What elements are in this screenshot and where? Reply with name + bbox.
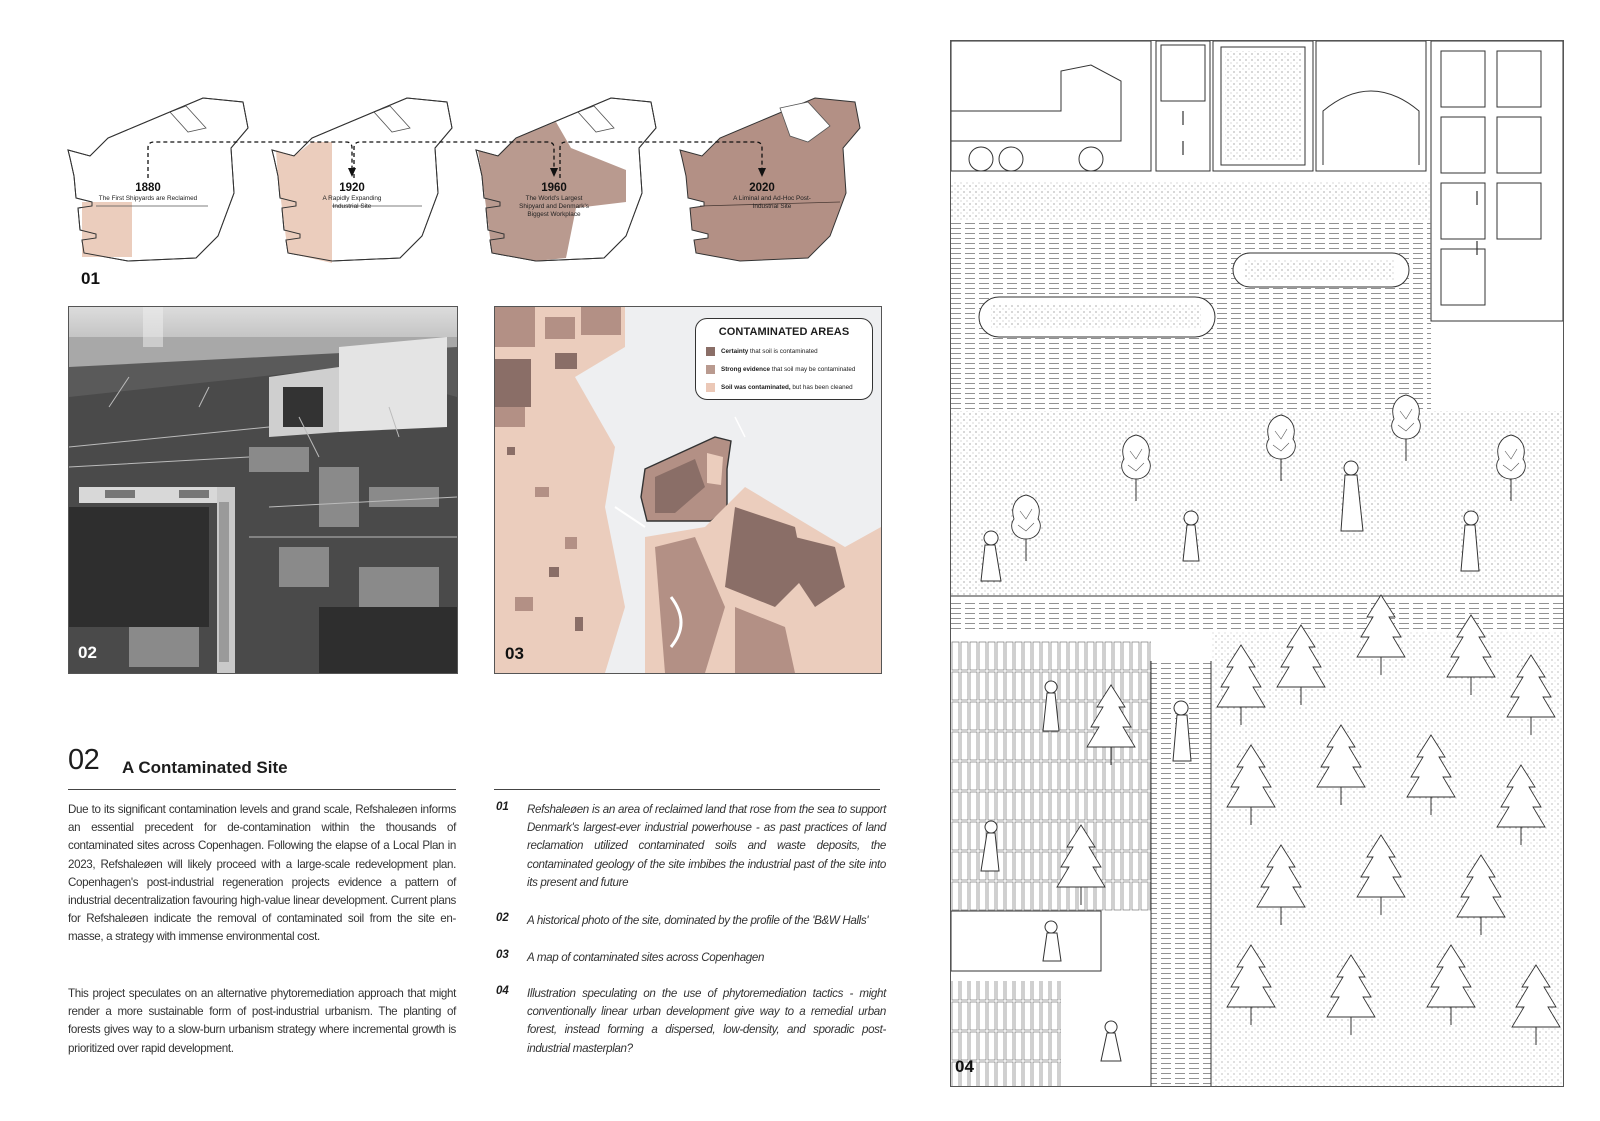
historical-photo — [68, 306, 458, 674]
timeline-year-1920: 1920 — [339, 182, 365, 194]
timeline-year-2020: 2020 — [749, 182, 775, 194]
legend-title: CONTAMINATED AREAS — [718, 326, 850, 338]
island-1880 — [68, 98, 248, 261]
timeline-diagram — [0, 0, 900, 300]
note-number: 03 — [496, 949, 509, 961]
section-title: A Contaminated Site — [122, 758, 288, 777]
panel-number-01: 01 — [81, 269, 100, 288]
legend-swatch-strong-evidence — [706, 365, 715, 374]
timeline-year-1960: 1960 — [541, 182, 567, 194]
timeline-caption-2020: A Liminal and Ad-Hoc Post-Industrial Site — [733, 195, 811, 211]
panel-number-04: 04 — [955, 1057, 974, 1076]
note-text: Refshaleøen is an area of reclaimed land that rose from the sea to support Denmark's largest-ever industrial powerhouse - as past practices of land reclamation utilized contaminated soils and waste deposits, the contaminated geology of the site imbibes the industrial past of the site into its present and future — [527, 803, 886, 889]
map-legend — [695, 318, 873, 400]
panel-number-03: 03 — [505, 644, 524, 663]
note-text: Illustration speculating on the use of phytoremediation tactics - might conventionally linear urban development give way to a remedial urban forest, instead forming a dispersed, low-density, and sporadic post-industrial masterplan? — [527, 987, 886, 1055]
legend-item-certainty: Certainty that soil is contaminated — [706, 347, 818, 357]
right-divider — [494, 789, 880, 790]
legend-item-strong-evidence: Strong evidence that soil may be contaminated — [706, 365, 855, 375]
phytoremediation-illustration — [950, 40, 1564, 1087]
timeline-year-1880: 1880 — [135, 182, 161, 194]
legend-item-cleaned: Soil was contaminated, but has been cleaned — [706, 383, 853, 393]
island-1920 — [272, 98, 452, 263]
legend-swatch-certainty — [706, 347, 715, 356]
note-text: A map of contaminated sites across Copenhagen — [527, 951, 765, 964]
photo-image — [69, 307, 457, 673]
body-paragraph-1: Due to its significant contamination levels and grand scale, Refshaleøen informs an essential precedent for de-contamination within the thousands of contaminated sites across Copenhagen. Following the elapse of a Local Plan in 2023, Refshaleøen will likely proceed with a large-scale redevelopment plan. Copenhagen's post-industrial regeneration projects evidence a pattern of industrial decentralization favouring high-value linear development. Current plans for Refshaleøen indicate the removal of contaminated soil from the site en-masse, a strategy with immense environmental cost. — [68, 803, 456, 944]
island-2020 — [680, 98, 860, 261]
illustration-image — [951, 41, 1563, 1086]
timeline-caption-1880: The First Shipyards are Reclaimed — [98, 195, 198, 202]
timeline-caption-1920: A Rapidly Expanding Industrial Site — [322, 195, 382, 211]
note-number: 04 — [496, 985, 509, 997]
section-number: 02 — [68, 744, 100, 776]
legend-swatch-cleaned — [706, 383, 715, 392]
island-1960 — [476, 98, 656, 261]
note-number: 02 — [496, 912, 509, 924]
body-paragraph-2: This project speculates on an alternative phytoremediation approach that might render a more sustainable form of post-industrial urbanism. The planting of forests gives way to a slow-burn urbanism strategy where incremental growth is prioritized over rapid development. — [68, 987, 456, 1055]
note-number: 01 — [496, 801, 509, 813]
panel-number-02: 02 — [78, 643, 97, 662]
timeline-caption-1960: The World's Largest Shipyard and Denmark's Biggest Workplace — [519, 195, 589, 219]
left-divider — [68, 789, 456, 790]
note-text: A historical photo of the site, dominated by the profile of the 'B&W Halls' — [527, 914, 869, 927]
